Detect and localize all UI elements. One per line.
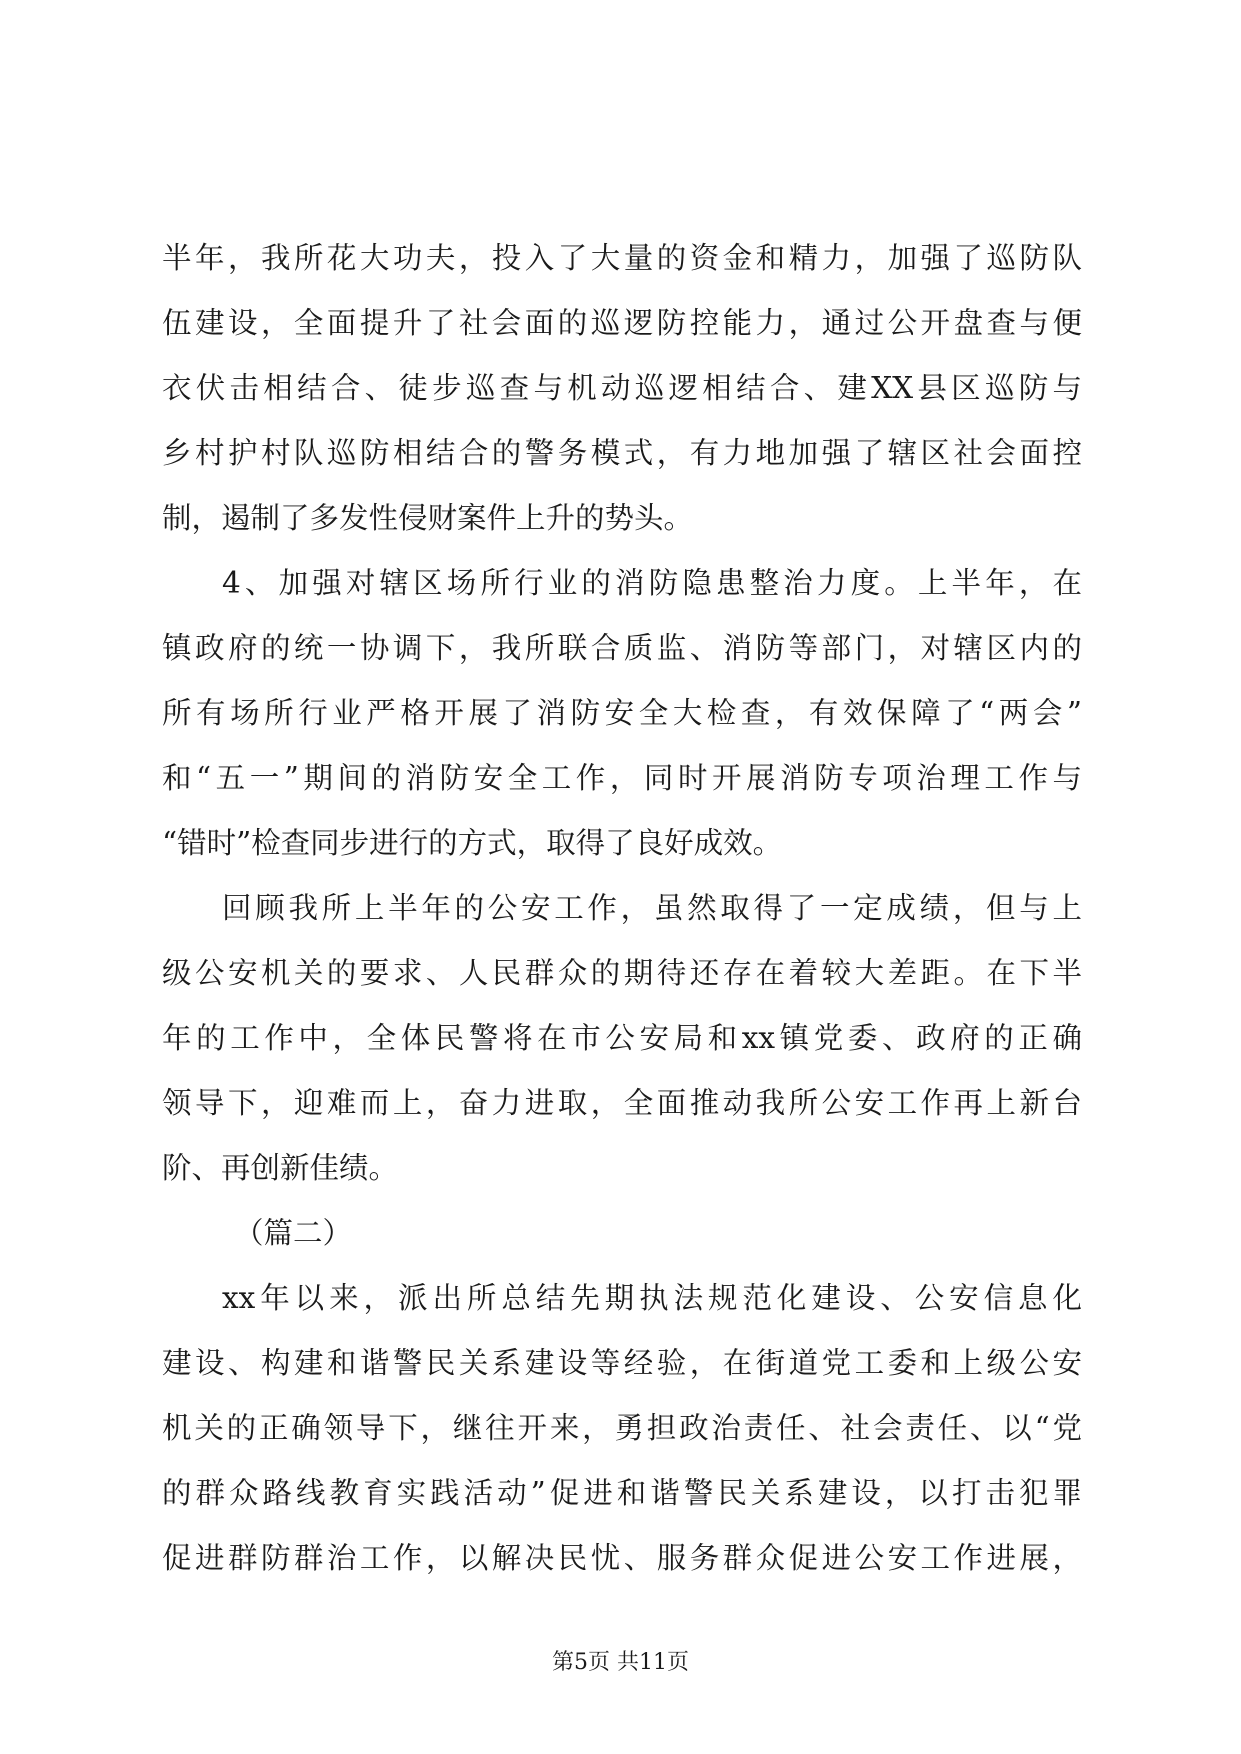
text-line: 领导下，迎难而上，奋力进取，全面推动我所公安工作再上新台 [162, 1086, 1082, 1120]
text-line: 建设、构建和谐警民关系建设等经验，在街道党工委和上级公安 [162, 1346, 1082, 1380]
text-line: 4、加强对辖区场所行业的消防隐患整治力度。上半年，在 [222, 566, 1082, 600]
text-line: “错时”检查同步进行的方式，取得了良好成效。 [162, 826, 783, 860]
text-line: 的群众路线教育实践活动”促进和谐警民关系建设，以打击犯罪 [162, 1476, 1082, 1510]
text-line: 衣伏击相结合、徒步巡查与机动巡逻相结合、建XX县区巡防与 [162, 371, 1082, 405]
text-line: xx年以来，派出所总结先期执法规范化建设、公安信息化 [222, 1281, 1082, 1315]
text-line: 促进群防群治工作，以解决民忧、服务群众促进公安工作进展， [162, 1541, 1082, 1575]
text-line: 年的工作中，全体民警将在市公安局和xx镇党委、政府的正确 [162, 1021, 1082, 1055]
text-line: 镇政府的统一协调下，我所联合质监、消防等部门，对辖区内的 [162, 631, 1082, 665]
text-line: 和“五一”期间的消防安全工作，同时开展消防专项治理工作与 [162, 761, 1082, 795]
text-line: 回顾我所上半年的公安工作，虽然取得了一定成绩，但与上 [222, 891, 1082, 925]
page-footer: 第5页 共11页 [552, 1650, 689, 1675]
text-line: （篇二） [234, 1216, 353, 1250]
text-line: 级公安机关的要求、人民群众的期待还存在着较大差距。在下半 [162, 956, 1082, 990]
text-line: 机关的正确领导下，继往开来，勇担政治责任、社会责任、以“党 [162, 1411, 1082, 1445]
text-line: 乡村护村队巡防相结合的警务模式，有力地加强了辖区社会面控 [162, 436, 1082, 470]
text-line: 半年，我所花大功夫，投入了大量的资金和精力，加强了巡防队 [162, 241, 1082, 275]
text-line: 制，遏制了多发性侵财案件上升的势头。 [162, 501, 694, 535]
text-line: 伍建设，全面提升了社会面的巡逻防控能力，通过公开盘查与便 [162, 306, 1082, 340]
text-line: 阶、再创新佳绩。 [162, 1151, 399, 1185]
text-line: 所有场所行业严格开展了消防安全大检查，有效保障了“两会” [162, 696, 1082, 730]
body-text [162, 226, 1082, 1591]
